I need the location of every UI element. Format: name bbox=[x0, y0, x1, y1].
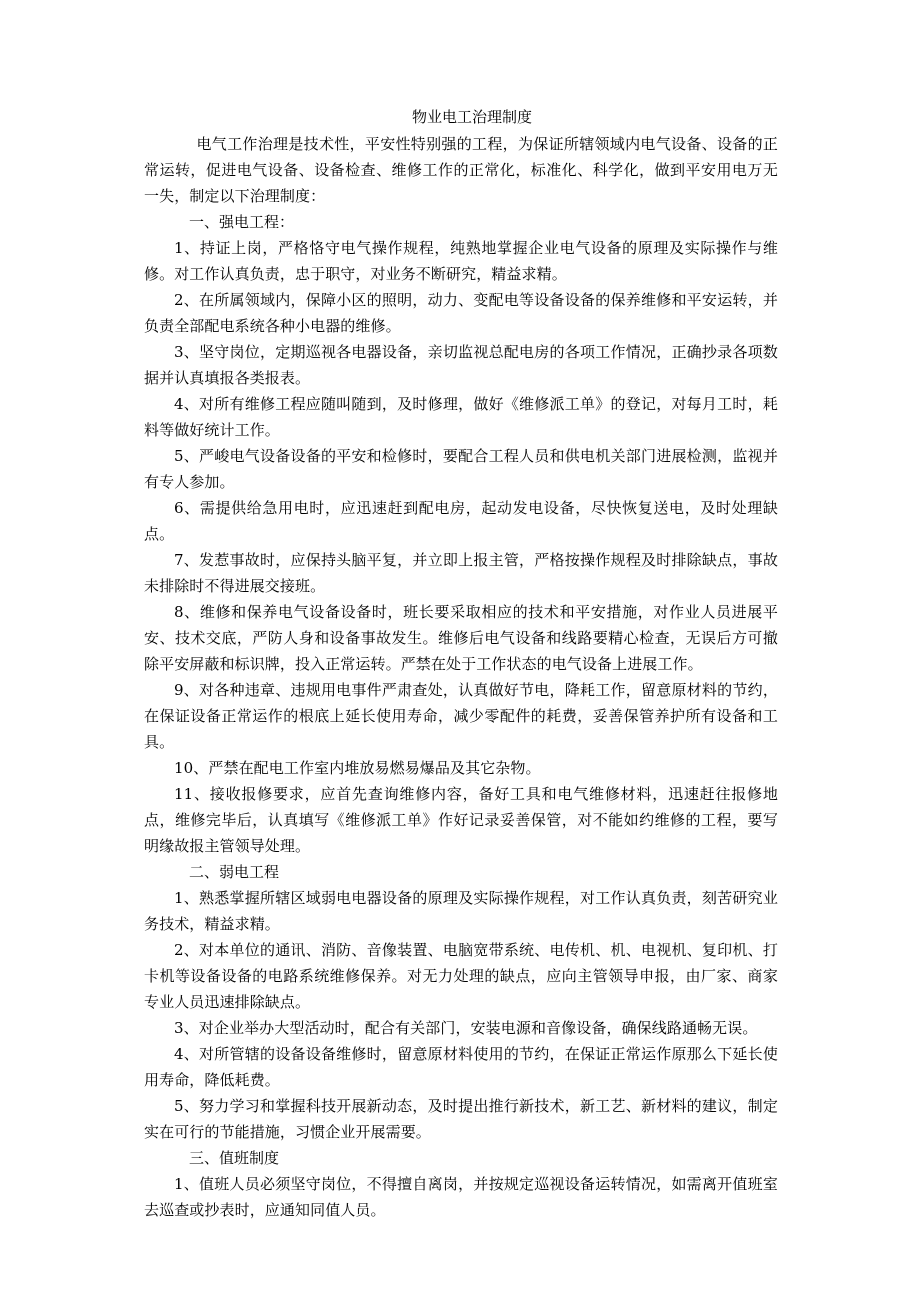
list-item: 2、在所属领域内，保障小区的照明，动力、变配电等设备设备的保养维修和平安运转，并负责全部配电系统各种小电器的维修。 bbox=[144, 291, 778, 335]
section-heading: 三、值班制度 bbox=[189, 1149, 280, 1167]
section-strong-electric bbox=[144, 209, 778, 859]
list-item: 4、对所管辖的设备设备维修时，留意原材料使用的节约，在保证正常运作原那么下延长使用寿命，降低耗费。 bbox=[144, 1045, 778, 1089]
section-weak-electric bbox=[144, 859, 778, 1145]
section-duty-system bbox=[144, 1145, 778, 1223]
list-item: 10、严禁在配电工作室内堆放易燃易爆品及其它杂物。 bbox=[174, 759, 541, 777]
list-item: 1、持证上岗，严格恪守电气操作规程，纯熟地掌握企业电气设备的原理及实际操作与维修。对工作认真负责，忠于职守，对业务不断研究，精益求精。 bbox=[144, 239, 778, 283]
list-item: 4、对所有维修工程应随叫随到，及时修理，做好《维修派工单》的登记，对每月工时，耗料等做好统计工作。 bbox=[144, 395, 778, 439]
document-title: 物业电工治理制度 bbox=[411, 108, 532, 126]
intro-paragraph: 电气工作治理是技术性，平安性特别强的工程，为保证所辖领域内电气设备、设备的正常运转，促进电气设备、设备检查、维修工作的正常化，标准化、科学化，做到平安用电万无一失，制定以下治理制度： bbox=[144, 135, 778, 205]
list-item: 1、熟悉掌握所辖区域弱电电器设备的原理及实际操作规程，对工作认真负责，刻苦研究业务技术，精益求精。 bbox=[144, 889, 778, 933]
list-item: 1、值班人员必须坚守岗位，不得擅自离岗，并按规定巡视设备运转情况，如需离开值班室去巡查或抄表时，应通知同值人员。 bbox=[144, 1175, 778, 1219]
list-item: 2、对本单位的通讯、消防、音像装置、电脑宽带系统、电传机、机、电视机、复印机、打卡机等设备设备的电路系统维修保养。对无力处理的缺点，应向主管领导申报，由厂家、商家专业人员迅速排除缺点。 bbox=[144, 941, 778, 1011]
list-item: 3、坚守岗位，定期巡视各电器设备，亲切监视总配电房的各项工作情况，正确抄录各项数据并认真填报各类报表。 bbox=[144, 343, 778, 387]
list-item: 9、对各种违章、违规用电事件严肃查处，认真做好节电，降耗工作，留意原材料的节约，在保证设备正常运作的根底上延长使用寿命，减少零配件的耗费，妥善保管养护所有设备和工具。 bbox=[144, 681, 778, 751]
list-item: 5、严峻电气设备设备的平安和检修时，要配合工程人员和供电机关部门进展检测，监视并有专人参加。 bbox=[144, 447, 778, 491]
list-item: 3、对企业举办大型活动时，配合有关部门，安装电源和音像设备，确保线路通畅无误。 bbox=[174, 1019, 758, 1037]
list-item: 7、发惹事故时，应保持头脑平复，并立即上报主管，严格按操作规程及时排除缺点，事故未排除时不得进展交接班。 bbox=[144, 551, 778, 595]
document-page bbox=[144, 106, 778, 1223]
list-item: 8、维修和保养电气设备设备时，班长要采取相应的技术和平安措施，对作业人员进展平安、技术交底，严防人身和设备事故发生。维修后电气设备和线路要精心检查，无误后方可撤除平安屏蔽和标识牌，投入正常运转。严禁在处于工作状态的电气设备上进展工作。 bbox=[144, 603, 778, 673]
list-item: 11、接收报修要求，应首先查询维修内容，备好工具和电气维修材料，迅速赶往报修地点，维修完毕后，认真填写《维修派工单》作好记录妥善保管，对不能如约维修的工程，要写明缘故报主管领导处理。 bbox=[144, 785, 778, 855]
section-heading: 一、强电工程： bbox=[189, 213, 295, 231]
section-heading: 二、弱电工程 bbox=[189, 863, 280, 881]
list-item: 5、努力学习和掌握科技开展新动态，及时提出推行新技术，新工艺、新材料的建议，制定实在可行的节能措施，习惯企业开展需要。 bbox=[144, 1097, 778, 1141]
list-item: 6、需提供给急用电时，应迅速赶到配电房，起动发电设备，尽快恢复送电，及时处理缺点。 bbox=[144, 499, 778, 543]
